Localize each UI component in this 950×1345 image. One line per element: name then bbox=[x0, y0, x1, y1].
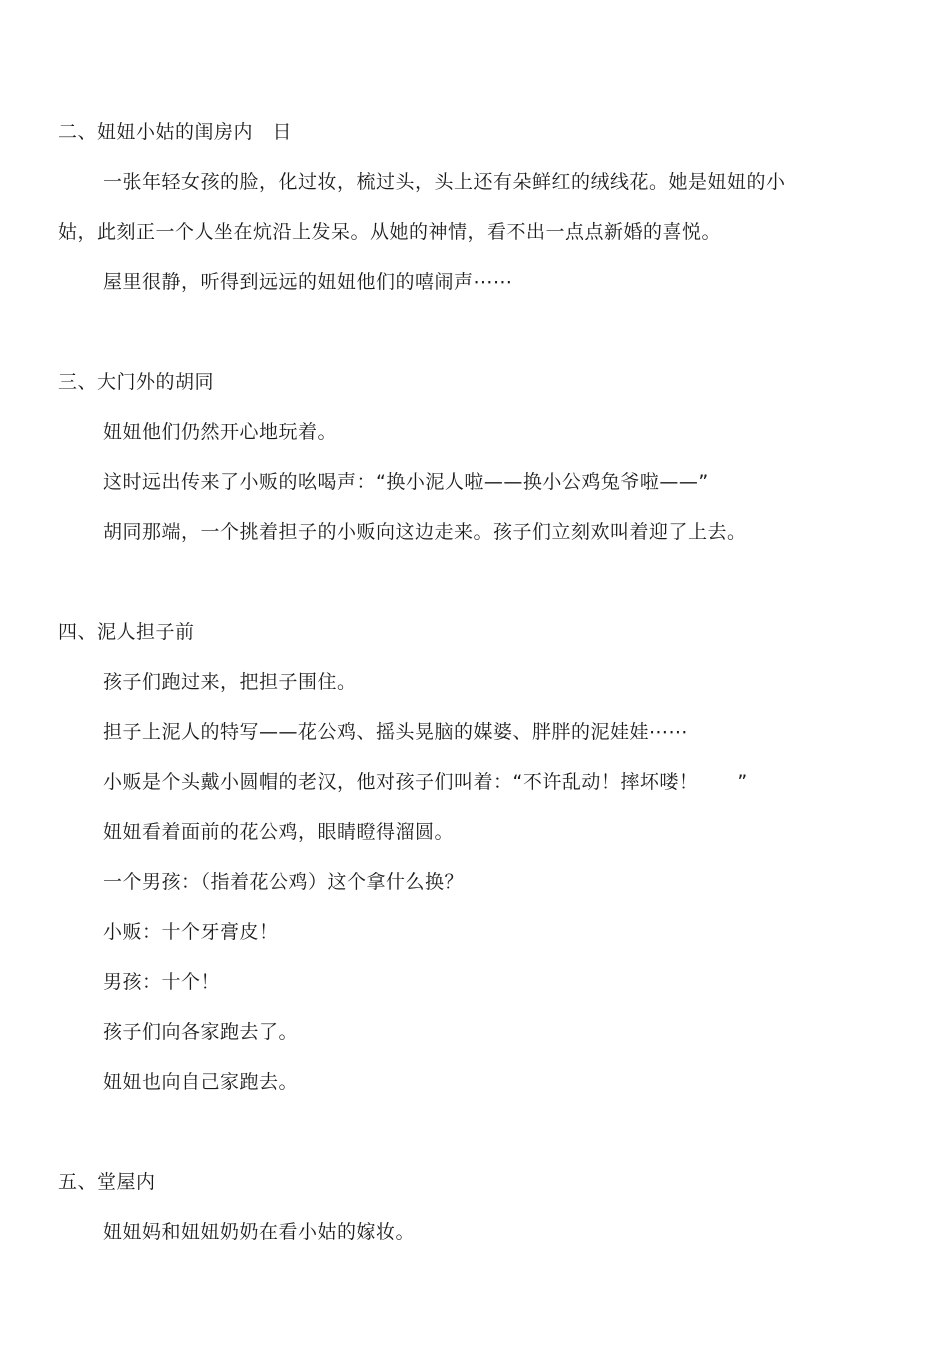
scene-heading-3: 三、大门外的胡同 bbox=[58, 371, 215, 393]
scene-heading-4: 四、泥人担子前 bbox=[58, 621, 195, 643]
scene-heading-5: 五、堂屋内 bbox=[58, 1171, 156, 1193]
paragraph-continuation: 姑，此刻正一个人坐在炕沿上发呆。从她的神情，看不出一点点新婚的喜悦。 bbox=[58, 221, 722, 243]
paragraph: 这时远出传来了小贩的吆喝声：“换小泥人啦——换小公鸡兔爷啦——” bbox=[103, 471, 709, 493]
paragraph: 一张年轻女孩的脸，化过妆，梳过头，头上还有朵鲜红的绒线花。她是妞妞的小 bbox=[103, 171, 786, 193]
paragraph: 小贩是个头戴小圆帽的老汉，他对孩子们叫着：“不许乱动！摔坏喽！ ” bbox=[103, 771, 748, 793]
dialogue-line: 小贩：十个牙膏皮！ bbox=[103, 921, 279, 943]
dialogue-line: 一个男孩：（指着花公鸡）这个拿什么换？ bbox=[103, 871, 465, 893]
paragraph: 妞妞也向自己家跑去。 bbox=[103, 1071, 299, 1093]
paragraph: 妞妞看着面前的花公鸡，眼睛瞪得溜圆。 bbox=[103, 821, 455, 843]
paragraph: 担子上泥人的特写——花公鸡、摇头晃脑的媒婆、胖胖的泥娃娃⋯⋯ bbox=[103, 721, 689, 743]
paragraph: 屋里很静，听得到远远的妞妞他们的嘻闹声⋯⋯ bbox=[103, 271, 513, 293]
scene-heading-2: 二、妞妞小姑的闺房内 日 bbox=[58, 121, 293, 143]
paragraph: 孩子们向各家跑去了。 bbox=[103, 1021, 299, 1043]
dialogue-line: 男孩：十个！ bbox=[103, 971, 221, 993]
paragraph: 妞妞他们仍然开心地玩着。 bbox=[103, 421, 338, 443]
paragraph: 孩子们跑过来，把担子围住。 bbox=[103, 671, 357, 693]
paragraph: 胡同那端，一个挑着担子的小贩向这边走来。孩子们立刻欢叫着迎了上去。 bbox=[103, 521, 747, 543]
paragraph: 妞妞妈和妞妞奶奶在看小姑的嫁妆。 bbox=[103, 1221, 416, 1243]
